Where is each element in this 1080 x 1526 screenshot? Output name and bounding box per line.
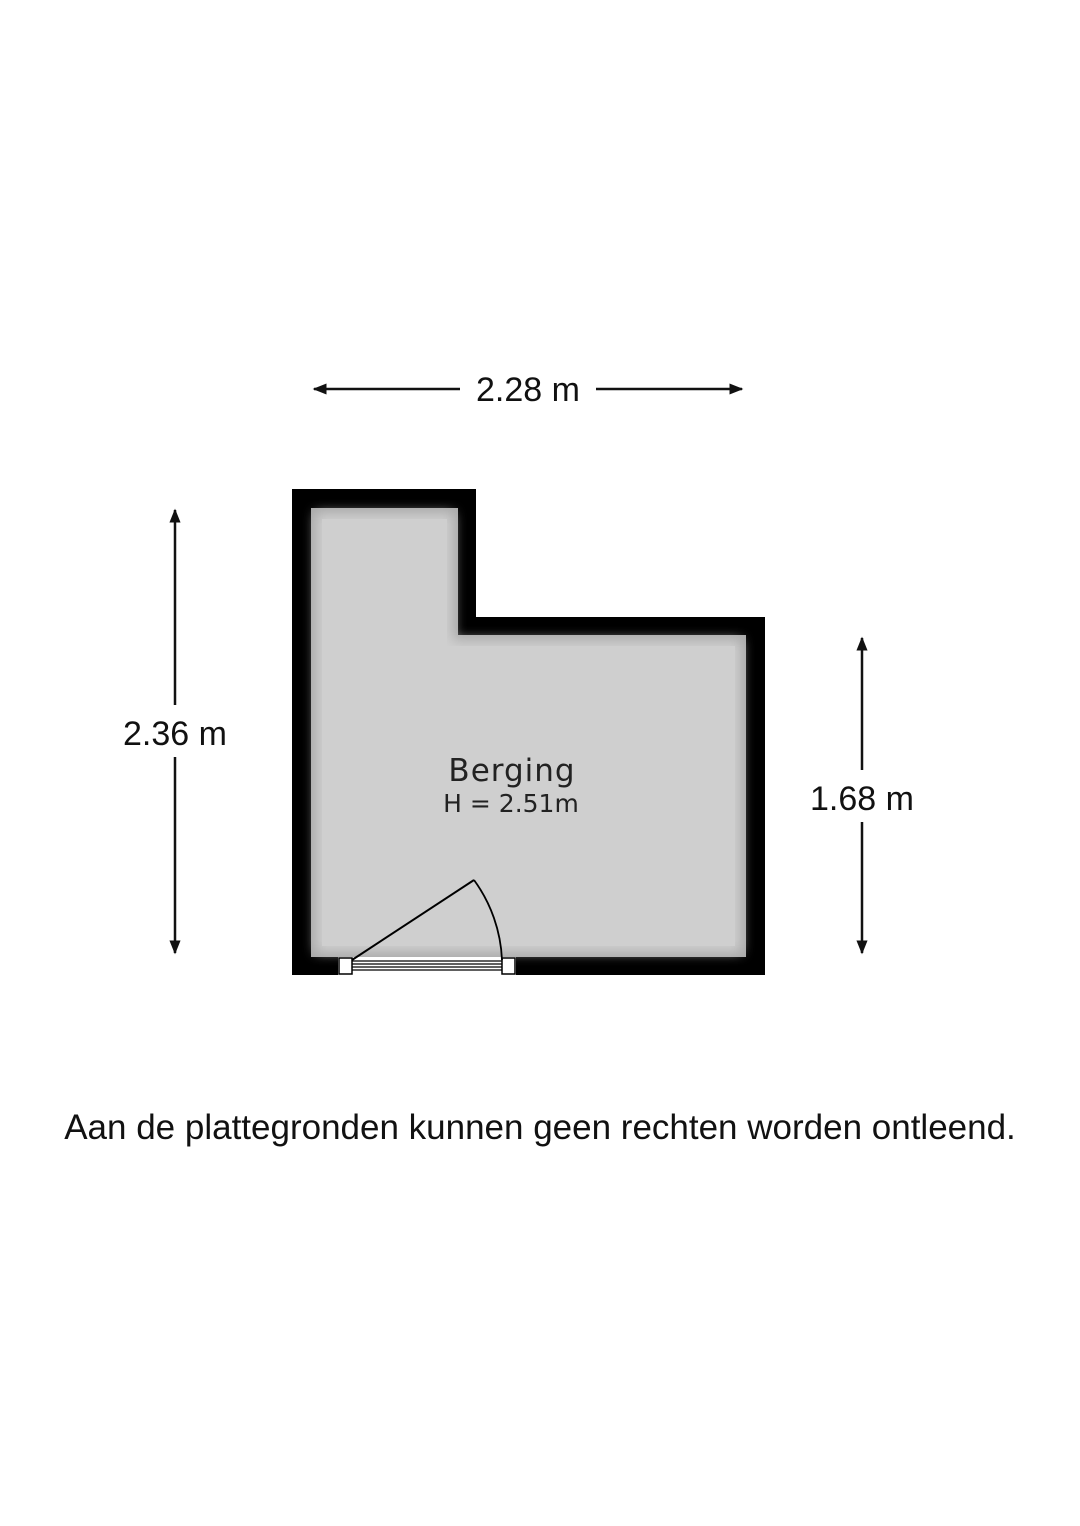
dimension-label-width: 2.28 m bbox=[476, 371, 580, 409]
dimension-label-right-height: 1.68 m bbox=[810, 780, 914, 818]
dimension-label-left-height: 2.36 m bbox=[123, 715, 227, 753]
room-name: Berging bbox=[448, 753, 576, 789]
dimension-top-width bbox=[314, 371, 742, 409]
dimension-right-height bbox=[810, 638, 914, 953]
dimension-left-height bbox=[123, 510, 227, 953]
disclaimer-text: Aan de plattegronden kunnen geen rechten worden ontleend. bbox=[64, 1108, 1016, 1147]
room-ceiling-height: H = 2.51m bbox=[443, 789, 579, 818]
